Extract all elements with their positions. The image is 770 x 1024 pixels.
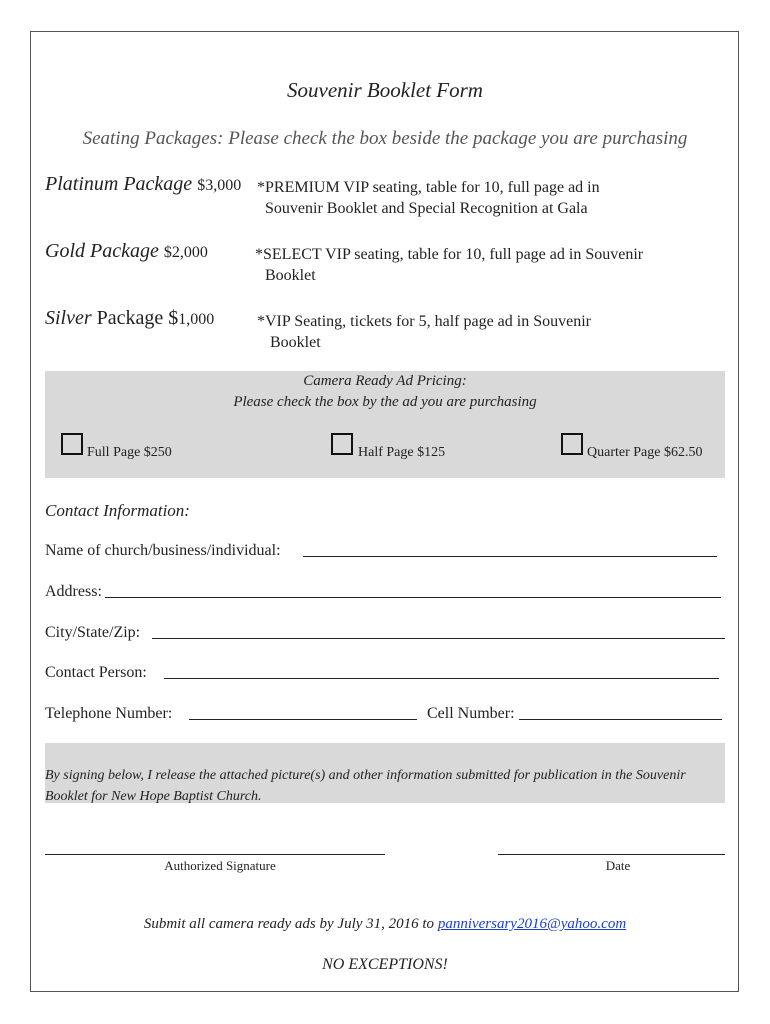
telephone-field[interactable] <box>189 719 417 720</box>
half-page-label: Half Page $125 <box>358 445 446 460</box>
release-statement: By signing below, I release the attached picture(s) and other information submitted for publication in the Souvenir Booklet for New Hope Baptist Church. <box>45 768 686 804</box>
form-title: Souvenir Booklet Form <box>287 78 483 102</box>
platinum-description-line1: *PREMIUM VIP seating, table for 10, full page ad in <box>257 179 600 196</box>
date-label: Date <box>605 858 631 873</box>
package-price: 1,000 <box>178 311 215 328</box>
half-page-checkbox[interactable] <box>331 433 353 455</box>
signature-line[interactable] <box>45 854 385 855</box>
gold-package-title[interactable] <box>45 240 208 263</box>
cell-label: Cell Number: <box>427 705 515 722</box>
silver-description-line1: *VIP Seating, tickets for 5, half page ad in Souvenir <box>257 313 591 330</box>
package-price: $2,000 <box>163 244 208 261</box>
package-name: Gold Package <box>45 240 159 262</box>
no-exceptions-note: NO EXCEPTIONS! <box>322 956 448 973</box>
full-page-checkbox[interactable] <box>61 433 83 455</box>
package-price: $3,000 <box>197 177 242 194</box>
silver-package-title[interactable] <box>45 307 214 330</box>
address-label: Address: <box>45 583 102 600</box>
telephone-label: Telephone Number: <box>45 705 173 722</box>
platinum-description-line2: Souvenir Booklet and Special Recognition at Gala <box>265 200 588 217</box>
gold-description-line1: *SELECT VIP seating, table for 10, full page ad in Souvenir <box>255 246 644 263</box>
address-field[interactable] <box>105 597 721 598</box>
silver-description-line2: Booklet <box>270 334 321 351</box>
contact-heading: Contact Information: <box>45 501 190 520</box>
date-line[interactable] <box>498 854 725 855</box>
city-state-zip-field[interactable] <box>152 638 725 639</box>
gold-description-line2: Booklet <box>265 267 316 284</box>
cell-field[interactable] <box>519 719 722 720</box>
submit-text: Submit all camera ready ads by July 31, 2016 to <box>143 916 438 932</box>
submit-email-link[interactable]: panniversary2016@yahoo.com <box>437 916 627 932</box>
name-label: Name of church/business/individual: <box>45 542 281 559</box>
platinum-package-title[interactable] <box>45 173 241 196</box>
package-name-italic: Silver <box>45 307 92 329</box>
quarter-page-checkbox[interactable] <box>561 433 583 455</box>
contact-person-field[interactable] <box>164 678 719 679</box>
package-name-rest: Package $ <box>91 307 179 329</box>
name-field[interactable] <box>303 556 717 557</box>
quarter-page-label: Quarter Page $62.50 <box>587 445 703 460</box>
city-state-zip-label: City/State/Zip: <box>45 624 141 641</box>
ad-pricing-heading: Camera Ready Ad Pricing: <box>303 373 467 389</box>
contact-person-label: Contact Person: <box>45 664 147 681</box>
submit-instructions <box>0 916 770 933</box>
full-page-label: Full Page $250 <box>87 445 172 460</box>
package-name: Platinum Package <box>45 173 193 195</box>
ad-pricing-instructions: Please check the box by the ad you are purchasing <box>233 394 537 410</box>
seating-instructions: Seating Packages: Please check the box beside the package you are purchasing <box>82 128 688 149</box>
signature-label: Authorized Signature <box>164 858 276 873</box>
